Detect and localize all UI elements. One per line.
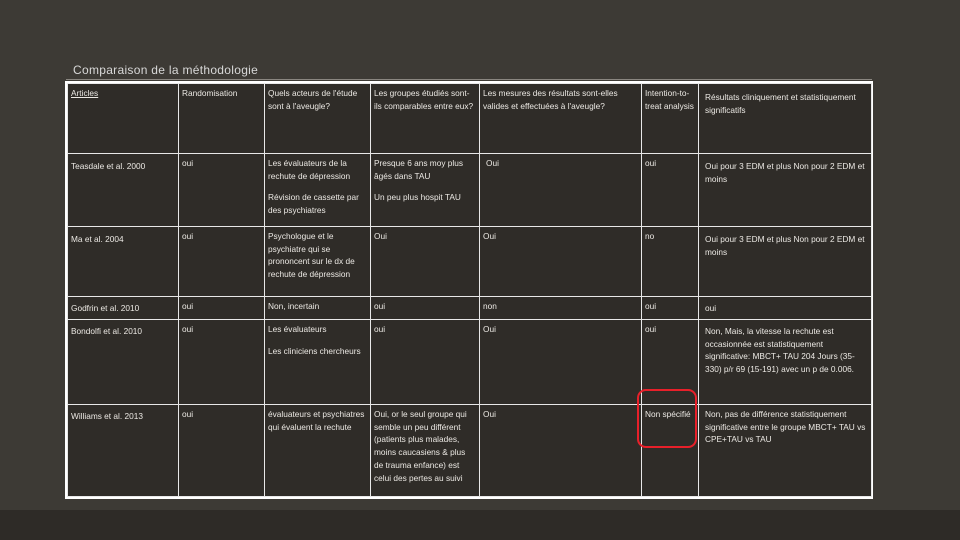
header-mesures: Les mesures des résultats sont-elles valides et effectuées à l'aveugle?	[480, 84, 642, 154]
cell-groupes: Oui	[371, 227, 480, 297]
title-divider	[66, 79, 872, 80]
cell-groupes	[371, 154, 480, 227]
bottom-band	[0, 510, 960, 540]
table-row	[68, 297, 872, 320]
cell-mesures: non	[480, 297, 642, 320]
cell-groupes-part-2: Un peu plus hospit TAU	[374, 192, 461, 203]
cell-itt: oui	[642, 297, 699, 320]
cell-resultats: Non, pas de différence statistiquement significative entre le groupe MBCT+ TAU vs CPE+TAU vs TAU	[699, 405, 872, 497]
cell-article: Ma et al. 2004	[68, 227, 179, 297]
cell-itt: no	[642, 227, 699, 297]
cell-acteurs-part-1: Les évaluateurs	[268, 324, 327, 334]
table-row	[68, 405, 872, 497]
cell-article: Williams et al. 2013	[68, 405, 179, 497]
methodology-table	[65, 81, 873, 499]
header-itt: Intention-to-treat analysis	[642, 84, 699, 154]
cell-groupes: oui	[371, 320, 480, 405]
cell-randomisation: oui	[179, 227, 265, 297]
cell-mesures: Oui	[480, 320, 642, 405]
header-resultats: Résultats cliniquement et statistiquement significatifs	[699, 84, 872, 154]
cell-acteurs-part-2: Les cliniciens chercheurs	[268, 345, 361, 356]
header-groupes: Les groupes étudiés sont-ils comparables entre eux?	[371, 84, 480, 154]
cell-groupes: oui	[371, 297, 480, 320]
table-header-row	[68, 84, 872, 154]
header-articles: Articles	[68, 84, 179, 154]
cell-randomisation: oui	[179, 297, 265, 320]
cell-randomisation: oui	[179, 405, 265, 497]
table-row	[68, 154, 872, 227]
cell-itt: oui	[642, 154, 699, 227]
cell-article: Teasdale et al. 2000	[68, 154, 179, 227]
cell-acteurs	[265, 320, 371, 405]
cell-acteurs: évaluateurs et psychiatres qui évaluent la rechute	[265, 405, 371, 497]
cell-resultats: oui	[699, 297, 872, 320]
cell-acteurs-part-2: Révision de cassette par des psychiatres	[268, 192, 359, 216]
cell-article: Bondolfi et al. 2010	[68, 320, 179, 405]
highlight-circle	[637, 389, 697, 448]
cell-article: Godfrin et al. 2010	[68, 297, 179, 320]
cell-groupes-part-1: Presque 6 ans moy plus âgés dans TAU	[374, 158, 464, 181]
cell-mesures: Oui	[480, 405, 642, 497]
cell-resultats: Non, Mais, la vitesse la rechute est occasionnée est statistiquement significative: MBCT+ TAU 204 Jours (35-330) p/r 69 (15-191) avec un p de 0.006.	[699, 320, 872, 405]
table-row	[68, 320, 872, 405]
cell-acteurs-part-1: Les évaluateurs de la rechute de dépression	[268, 158, 351, 181]
cell-randomisation: oui	[179, 320, 265, 405]
cell-acteurs: Psychologue et le psychiatre qui se prononcent sur le dx de rechute de dépression	[265, 227, 371, 297]
slide-title: Comparaison de la méthodologie	[73, 63, 259, 77]
header-acteurs: Quels acteurs de l'étude sont à l'aveugle?	[265, 84, 371, 154]
header-randomisation: Randomisation	[179, 84, 265, 154]
table-row	[68, 227, 872, 297]
cell-resultats: Oui pour 3 EDM et plus Non pour 2 EDM et moins	[699, 154, 872, 227]
cell-mesures: Oui	[480, 227, 642, 297]
cell-groupes: Oui, or le seul groupe qui semble un peu différent (patients plus malades, moins caucasiens & plus de trauma enfance) est celui des pertes au suivi	[371, 405, 480, 497]
cell-acteurs: Non, incertain	[265, 297, 371, 320]
cell-itt: Non spécifié	[642, 405, 699, 497]
cell-randomisation: oui	[179, 154, 265, 227]
cell-acteurs	[265, 154, 371, 227]
cell-mesures: Oui	[480, 154, 642, 227]
cell-resultats: Oui pour 3 EDM et plus Non pour 2 EDM et moins	[699, 227, 872, 297]
cell-itt: oui	[642, 320, 699, 405]
